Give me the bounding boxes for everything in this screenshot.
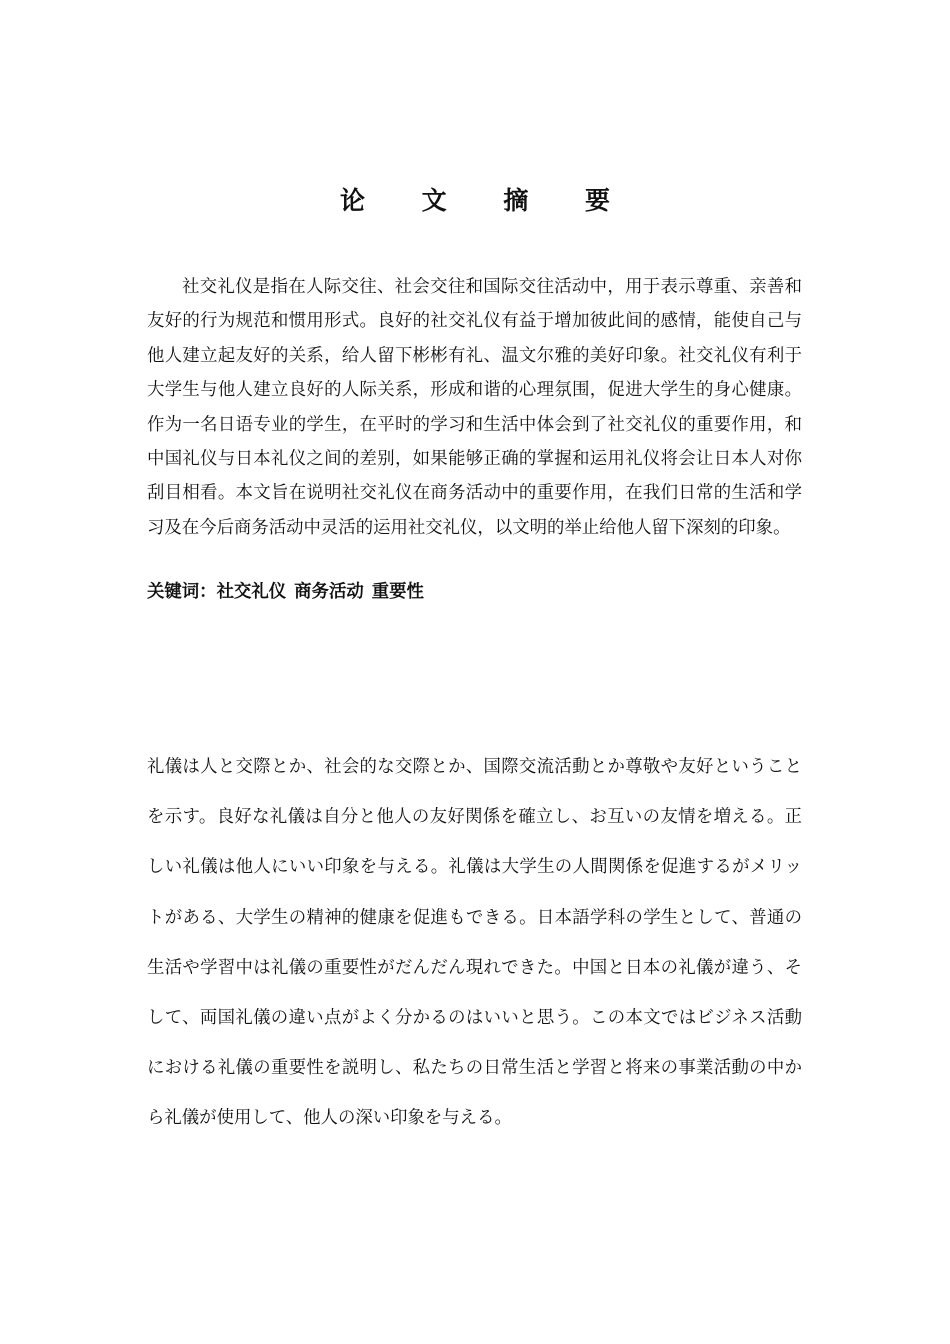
keywords-line [147, 575, 802, 609]
keywords-label: 关键词： [147, 582, 217, 602]
keyword-term: 社交礼仪 [216, 582, 287, 602]
chinese-abstract-paragraph: 社交礼仪是指在人际交往、社会交往和国际交往活动中，用于表示尊重、亲善和友好的行为规范和惯用形式。良好的社交礼仪有益于增加彼此间的感情，能使自己与他人建立起友好的关系，给人留下彬彬有礼、温文尔雅的美好印象。社交礼仪有利于大学生与他人建立良好的人际关系，形成和谐的心理氛围，促进大学生的身心健康。作为一名日语专业的学生，在平时的学习和生活中体会到了社交礼仪的重要作用，和中国礼仪与日本礼仪之间的差别，如果能够正确的掌握和运用礼仪将会让日本人对你刮目相看。本文旨在说明社交礼仪在商务活动中的重要作用，在我们日常的生活和学习及在今后商务活动中灵活的运用社交礼仪，以文明的举止给他人留下深刻的印象。 [147, 277, 802, 538]
japanese-abstract-paragraph: 礼儀は人と交際とか、社会的な交際とか、国際交流活動とか尊敬や友好ということを示す。良好な礼儀は自分と他人の友好関係を確立し、お互いの友情を増える。正しい礼儀は他人にいい印象を与える。礼儀は大学生の人間関係を促進するがメリットがある、大学生の精神的健康を促進もできる。日本語学科の学生として、普通の生活や学習中は礼儀の重要性がだんだん現れできた。中国と日本の礼儀が違う、そして、両国礼儀の違い点がよく分かるのはいいと思う。この本文ではビジネス活動における礼儀の重要性を説明し、私たちの日常生活と学習と将来の事業活動の中から礼儀が使用して、他人の深い印象を与える。 [147, 757, 802, 1129]
keyword-term: 重要性 [371, 582, 424, 602]
keyword-term: 商务活动 [294, 582, 364, 602]
abstract-title: 论 文 摘 要 [339, 186, 635, 215]
